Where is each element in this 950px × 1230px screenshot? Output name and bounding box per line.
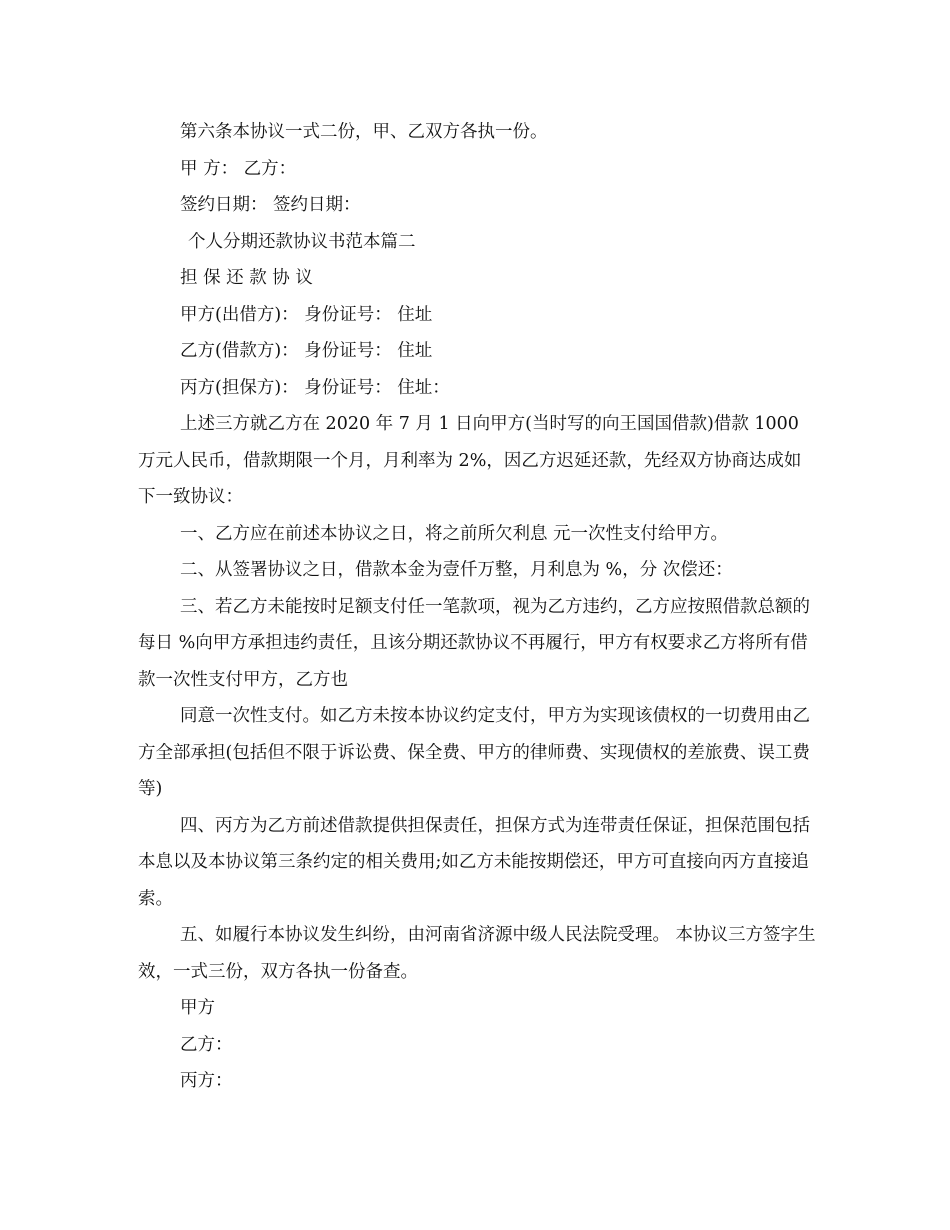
article-six-paragraph: 第六条本协议一式二份，甲、乙双方各执一份。 bbox=[180, 122, 548, 142]
clause-three-continued: 同意一次性支付。如乙方未按本协议约定支付，甲方为实现该债权的一切费用由乙方全部承担(包括但不限于诉讼费、保全费、甲方的律师费、实现债权的差旅费、误工费等) bbox=[138, 706, 810, 799]
signature-party-c: 丙方： bbox=[180, 1071, 233, 1091]
signature-party-b: 乙方： bbox=[180, 1034, 233, 1055]
clause-one: 一、乙方应在前述本协议之日，将之前所欠利息 元一次性支付给甲方。 bbox=[180, 523, 729, 544]
clause-three: 三、若乙方未能按时足额支付任一笔款项，视为乙方违约，乙方应按照借款总额的每日 %向甲方承担违约责任，且该分期还款协议不再履行，甲方有权要求乙方将所有借款一次性支付甲方，乙方也 bbox=[138, 596, 810, 690]
clause-two: 二、从签署协议之日，借款本金为壹仟万整，月利息为 %，分 次偿还： bbox=[180, 560, 733, 580]
signature-party-a: 甲方 bbox=[180, 998, 215, 1018]
signature-dates-line: 签约日期： 签约日期： bbox=[180, 195, 361, 215]
party-a-line: 甲方(出借方)： 身份证号： 住址 bbox=[180, 304, 433, 325]
document-body bbox=[138, 114, 818, 1100]
clause-four: 四、丙方为乙方前述借款提供担保责任，担保方式为连带责任保证，担保范围包括本息以及本协议第三条约定的相关费用;如乙方未能按期偿还，甲方可直接向丙方直接追索。 bbox=[138, 815, 810, 909]
section-title: 个人分期还款协议书范本篇二 bbox=[188, 231, 416, 252]
party-c-line: 丙方(担保方)： 身份证号： 住址： bbox=[180, 377, 450, 398]
preamble-paragraph: 上述三方就乙方在 2020 年 7 月 1 日向甲方(当时写的向王国国借款)借款 1000 万元人民币，借款期限一个月，月利率为 2%，因乙方迟延还款，先经双方协商达成如下一致协议： bbox=[138, 414, 802, 507]
agreement-name: 担 保 还 款 协 议 bbox=[180, 268, 313, 288]
clause-five: 五、如履行本协议发生纠纷，由河南省济源中级人民法院受理。 本协议三方签字生效，一式三份，双方各执一份备查。 bbox=[138, 925, 816, 982]
party-b-line: 乙方(借款方)： 身份证号： 住址 bbox=[180, 341, 433, 361]
signature-parties-line: 甲 方： 乙方： bbox=[180, 158, 297, 179]
